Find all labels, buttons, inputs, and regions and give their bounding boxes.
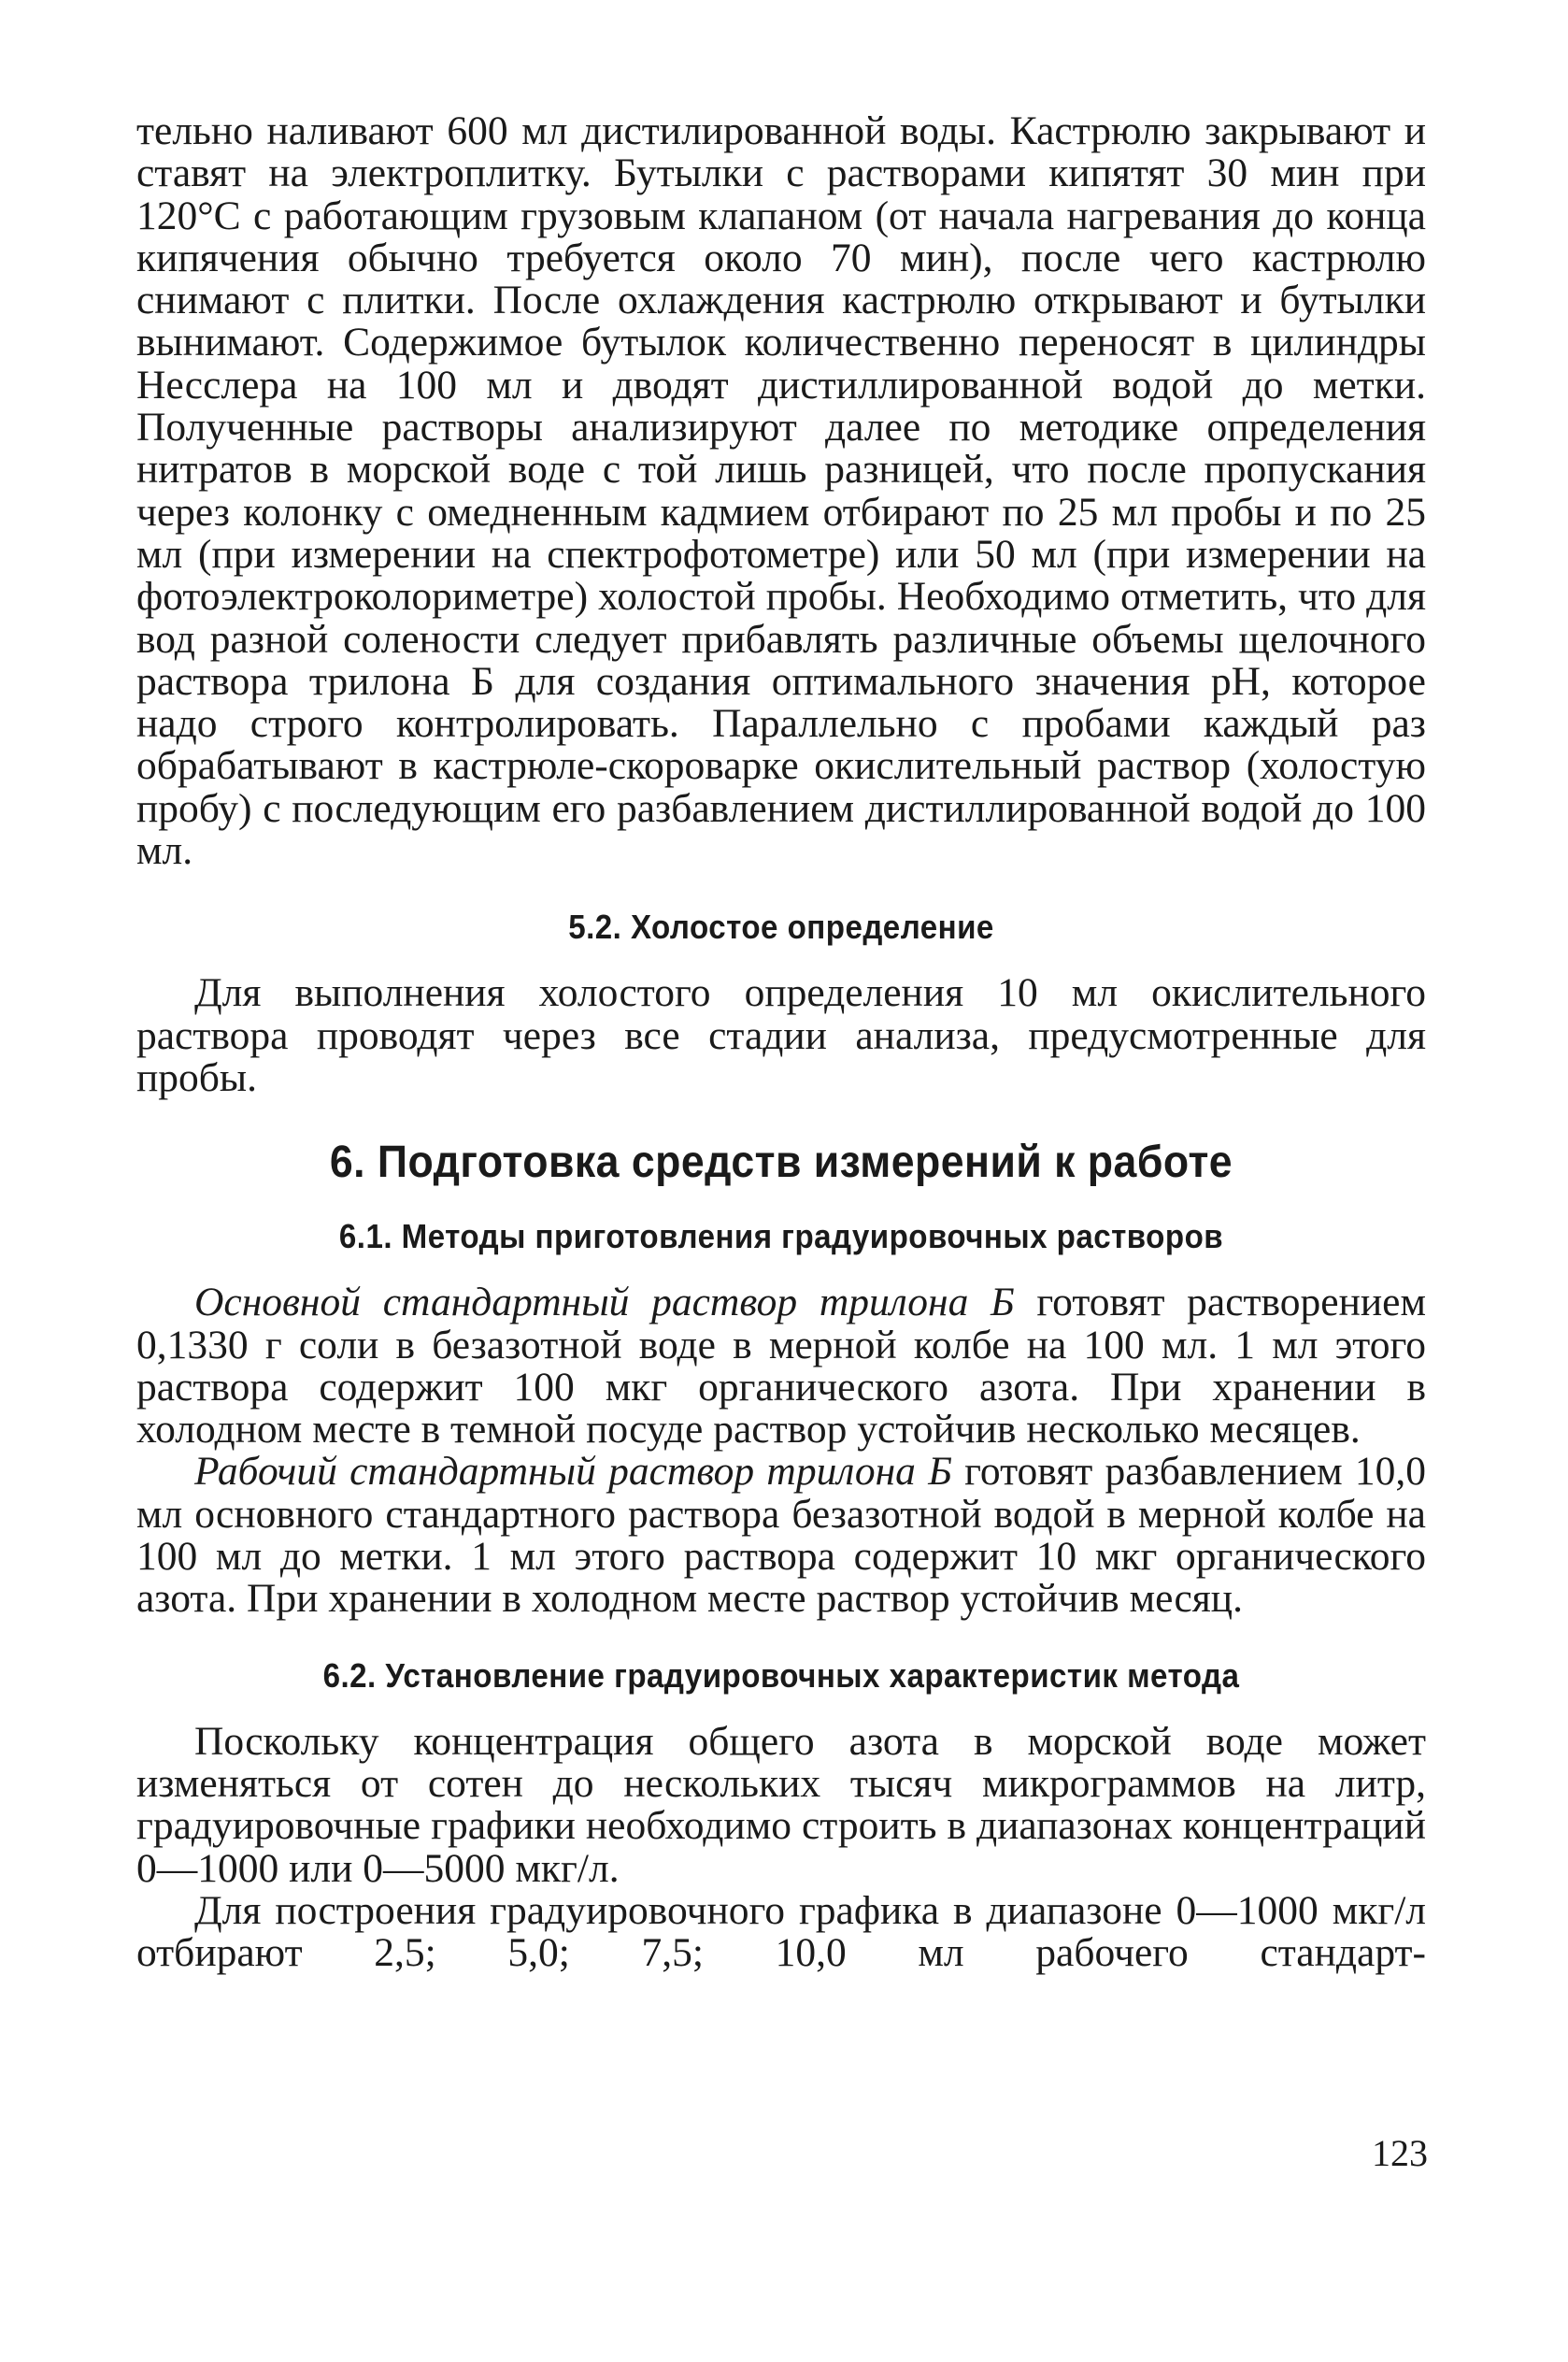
text-main-solution: готовят растворением 0,1330 г соли в безазотной воде в мерной колбе на 100 мл. 1 мл этого раствора содержит 100 мкг органического азота. При хранении в холодном месте в темной посуде раствор устойчив несколько месяцев.: [136, 1280, 1426, 1453]
paragraph-continued: тельно наливают 600 мл дистилированной воды. Кастрюлю закрывают и ставят на электроплитку. Бутылки с растворами кипятят 30 мин при 120°С с работающим грузовым клапаном (от начала нагревания до конца кипячения обычно требуется около 70 мин), после чего кастрюлю снимают с плитки. После охлаждения кастрюлю открывают и бутылки вынимают. Содержимое бутылок количественно переносят в цилиндры Несслера на 100 мл и дводят дистиллированной водой до метки. Полученные растворы анализируют далее по методике определения нитратов в морской воде с той лишь разницей, что после пропускания через колонку с омедненным кадмием отбирают по 25 мл пробы и по 25 мл (при измерении на спектрофотометре) или 50 мл (при измерении на фотоэлектроколориметре) холостой пробы. Необходимо отметить, что для вод разной солености следует прибавлять различные объемы щелочного раствора трилона Б для создания оптимального значения pH, которое надо строго контролировать. Параллельно с пробами каждый раз обрабатывают в кастрюле-скороварке окислительный раствор (холостую пробу) с последующим его разбавлением дистиллированной водой до 100 мл.: [136, 108, 1426, 874]
page-number: 123: [1372, 2132, 1428, 2174]
term-working-solution: Рабочий стандартный раствор трилона Б: [194, 1449, 952, 1495]
heading-6-1: 6.1. Методы приготовления градуировочных растворов: [338, 1217, 1224, 1256]
document-page: [136, 110, 1426, 1974]
text-working-solution: готовят разбавлением 10,0 мл основного стандартного раствора безазотной водой в мерной колбе на 100 мл до метки. 1 мл этого раствора содержит 10 мкг органического азота. При хранении в холодном месте раствор устойчив месяц.: [136, 1449, 1426, 1622]
heading-6: 6. Подготовка средств измерений к работе: [329, 1138, 1233, 1188]
paragraph-5-2: Для выполнения холостого определения 10 мл окислительного раствора проводят через все стадии анализа, предусмотренные для пробы.: [136, 970, 1426, 1100]
paragraph-6-1-main-solution: [136, 1281, 1426, 1451]
heading-6-2: 6.2. Установление градуировочных характеристик метода: [322, 1655, 1240, 1695]
paragraph-6-2-intro: Поскольку концентрация общего азота в морской воде может изменяться от сотен до нескольких тысяч микрограммов на литр, градуировочные графики необходимо строить в диапазонах концентраций 0—1000 или 0—5000 мкг/л.: [136, 1718, 1426, 1891]
term-main-solution: Основной стандартный раствор трилона Б: [194, 1280, 1015, 1325]
heading-5-2: 5.2. Холостое определение: [568, 908, 994, 947]
paragraph-6-1-working-solution: [136, 1451, 1426, 1620]
paragraph-6-2-procedure: Для построения градуировочного графика в диапазоне 0—1000 мкг/л отбирают 2,5; 5,0; 7,5; 10,0 мл рабочего стандарт-: [136, 1887, 1426, 1976]
